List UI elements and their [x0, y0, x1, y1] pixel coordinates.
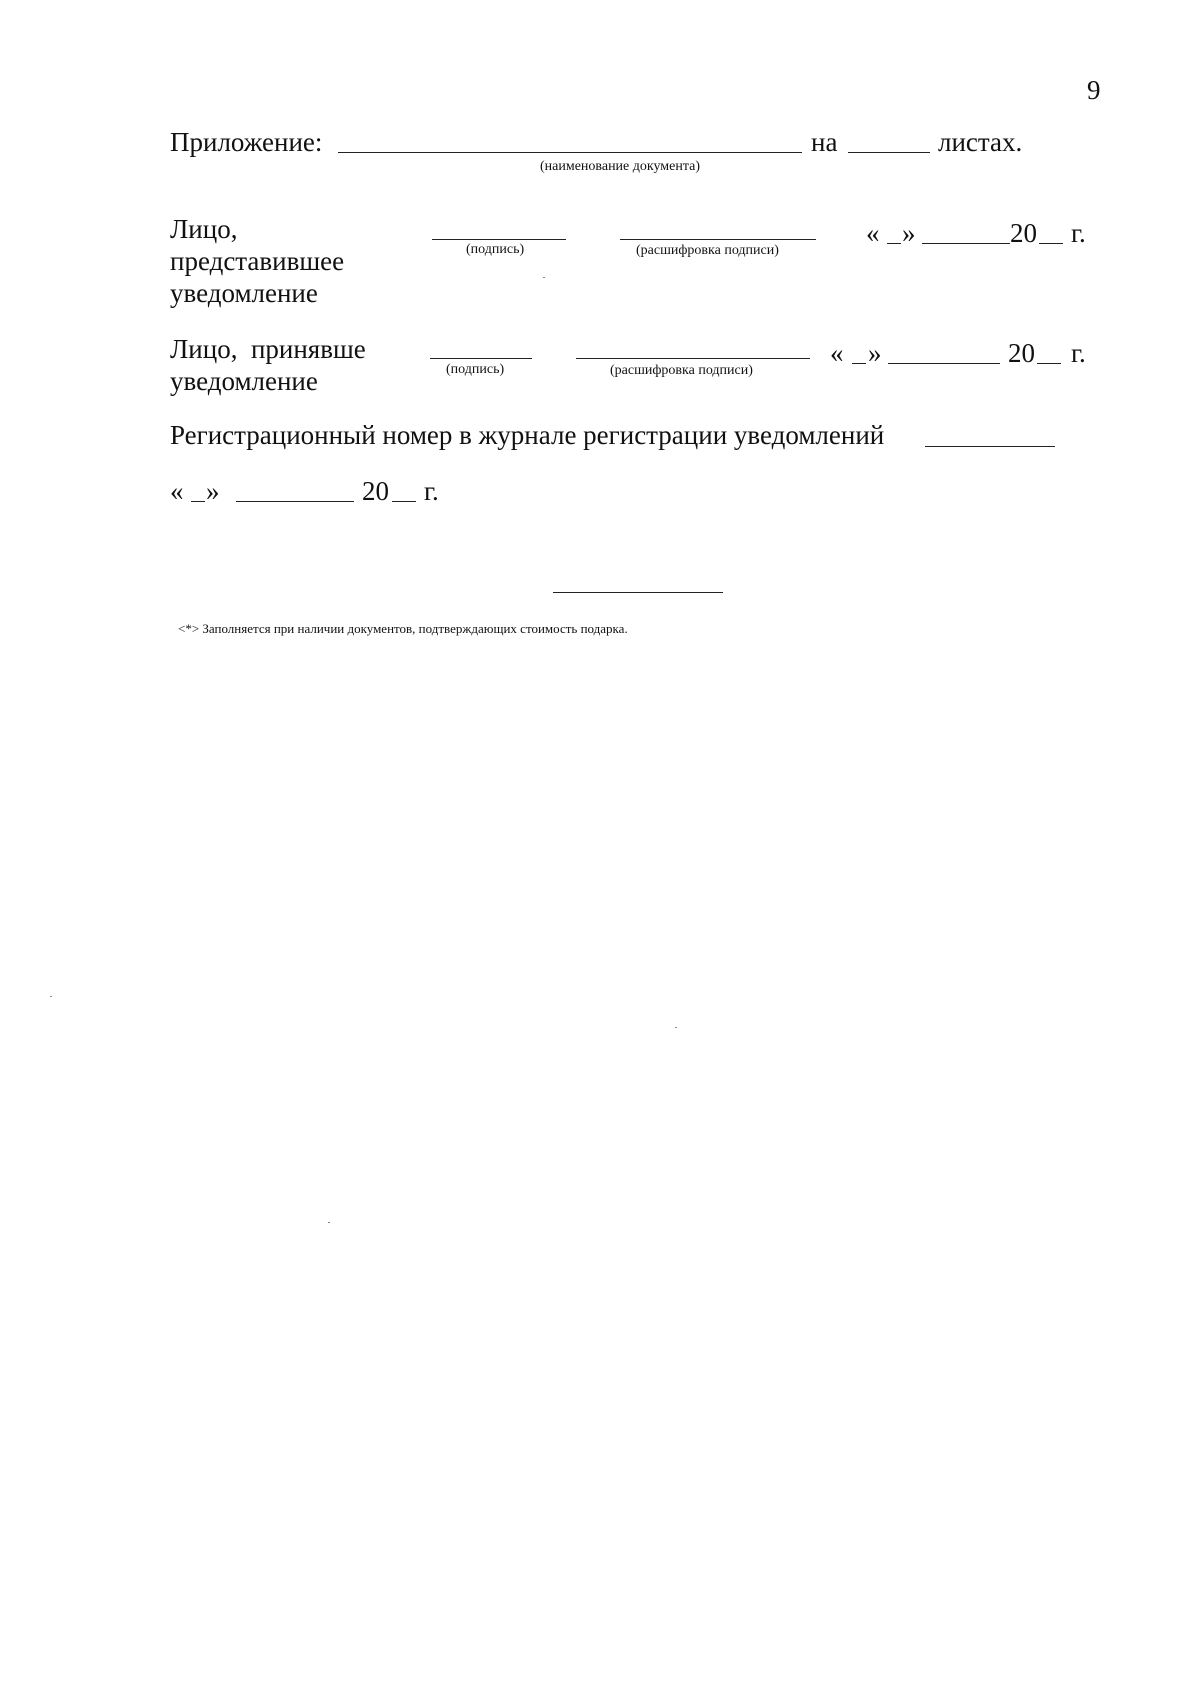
submitter-day-field[interactable]	[887, 243, 901, 244]
footnote-separator	[553, 592, 723, 593]
receiver-decoding-field[interactable]	[576, 358, 810, 359]
submitter-label-line2: представившее	[170, 246, 345, 276]
receiver-decoding-caption: (расшифровка подписи)	[610, 363, 753, 378]
receiver-label-line2: уведомление	[170, 366, 318, 396]
submitter-label-line3: уведомление	[170, 278, 318, 308]
receiver-signature-caption: (подпись)	[446, 362, 505, 377]
footnote-text: <*> Заполняется при наличии документов, подтверждающих стоимость подарка.	[178, 621, 628, 636]
submitter-decoding-field[interactable]	[620, 239, 816, 240]
date-quote-open: «	[170, 476, 184, 506]
scan-speck	[543, 277, 545, 278]
doc-name-caption: (наименование документа)	[540, 159, 701, 174]
receiver-label	[170, 333, 366, 397]
scan-speck	[50, 996, 52, 997]
date-month-field[interactable]	[236, 501, 354, 502]
submitter-decoding-caption: (расшифровка подписи)	[636, 243, 779, 258]
submitter-month-field[interactable]	[922, 243, 1010, 244]
submitter-quote-open: «	[866, 218, 880, 248]
submitter-quote-close: »	[902, 218, 916, 248]
submitter-label	[170, 213, 344, 309]
receiver-quote-close: »	[868, 338, 882, 368]
date-quote-close: »	[206, 476, 220, 506]
registration-number-field[interactable]	[925, 446, 1055, 447]
attachment-sheets-count-field[interactable]	[848, 152, 930, 153]
submitter-year-prefix: 20	[1010, 218, 1037, 248]
date-year-prefix: 20	[362, 476, 389, 506]
receiver-label-line1: Лицо, принявше	[170, 334, 366, 364]
receiver-day-field[interactable]	[852, 363, 866, 364]
submitter-signature-field[interactable]	[432, 239, 566, 240]
submitter-signature-caption: (подпись)	[466, 242, 525, 257]
receiver-year-suffix: г.	[1071, 338, 1086, 368]
date-year-field[interactable]	[392, 501, 416, 502]
receiver-year-prefix: 20	[1008, 338, 1035, 368]
receiver-signature-field[interactable]	[430, 358, 532, 359]
scan-speck	[328, 1222, 330, 1223]
date-year-suffix: г.	[424, 476, 439, 506]
attachment-label: Приложение:	[170, 127, 323, 157]
receiver-year-field[interactable]	[1037, 363, 1061, 364]
page-number: 9	[1087, 75, 1101, 105]
scan-speck	[675, 1027, 677, 1028]
attachment-na: на	[811, 127, 838, 157]
attachment-doc-name-field[interactable]	[338, 152, 802, 153]
attachment-sheets-label: листах.	[938, 127, 1023, 157]
receiver-quote-open: «	[830, 338, 844, 368]
receiver-month-field[interactable]	[888, 363, 1000, 364]
submitter-label-line1: Лицо,	[170, 214, 238, 244]
submitter-year-suffix: г.	[1071, 218, 1086, 248]
date-day-field[interactable]	[191, 501, 205, 502]
registration-label: Регистрационный номер в журнале регистрации уведомлений	[170, 420, 885, 450]
submitter-year-field[interactable]	[1039, 243, 1063, 244]
